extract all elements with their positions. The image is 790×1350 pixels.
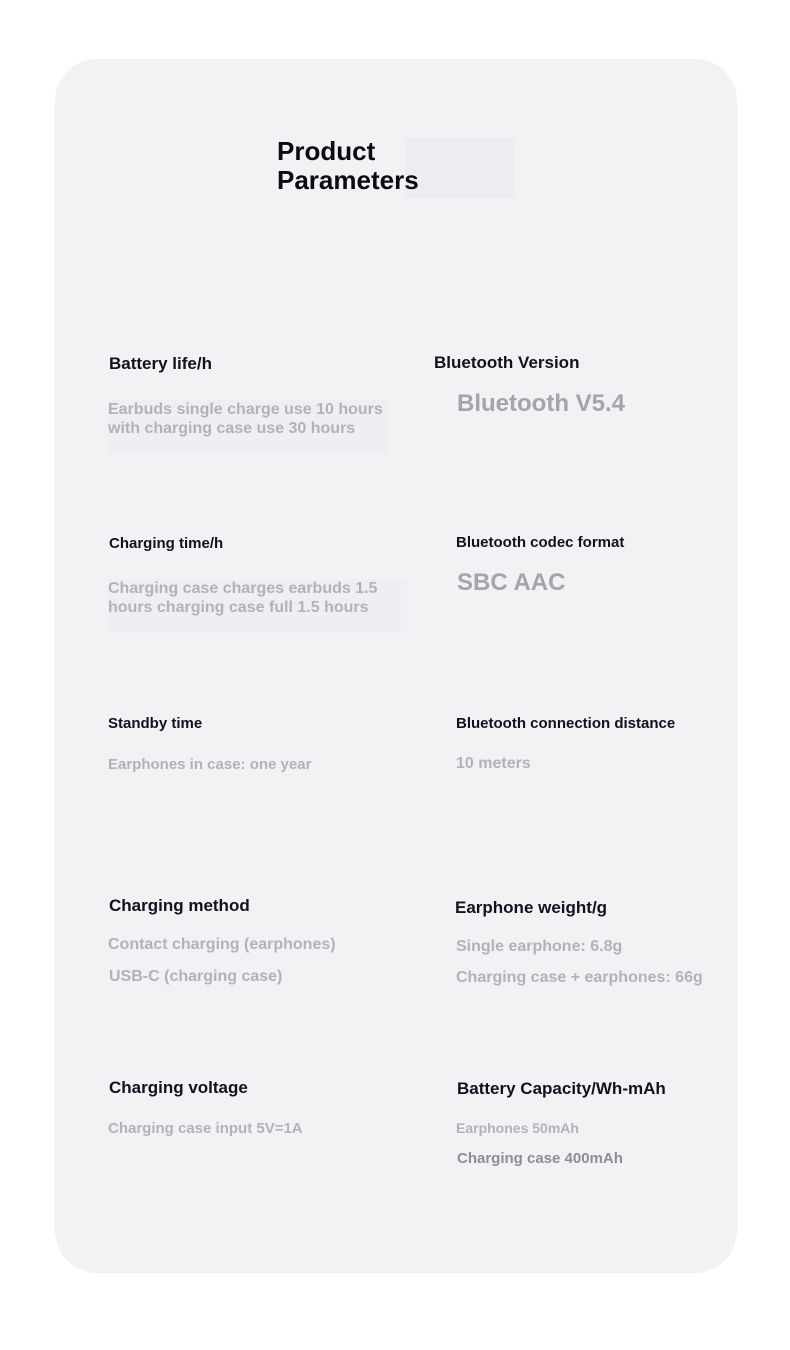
battery-capacity-label: Battery Capacity/Wh-mAh	[457, 1079, 666, 1098]
title-line-1: Product	[277, 136, 376, 166]
codec-format-value: SBC AAC	[457, 569, 566, 596]
codec-format-label: Bluetooth codec format	[456, 534, 625, 551]
connection-distance-value: 10 meters	[456, 755, 531, 772]
page-title	[277, 137, 419, 195]
battery-life-label: Battery life/h	[109, 354, 212, 373]
standby-time-value: Earphones in case: one year	[108, 756, 312, 773]
bluetooth-version-value: Bluetooth V5.4	[457, 390, 626, 417]
charging-time-line-1: Charging case charges earbuds 1.5	[108, 580, 378, 597]
charging-voltage-value: Charging case input 5V=1A	[108, 1120, 303, 1137]
charging-time-value	[108, 579, 407, 633]
connection-distance-label: Bluetooth connection distance	[456, 715, 676, 732]
charging-method-line-2: USB-C (charging case)	[109, 968, 283, 985]
earphone-weight-line-1: Single earphone: 6.8g	[456, 938, 623, 955]
title-line-2: Parameters	[277, 165, 419, 195]
charging-time-label: Charging time/h	[109, 535, 224, 552]
battery-life-line-1: Earbuds single charge use 10 hours	[108, 401, 383, 418]
battery-life-line-2: with charging case use 30 hours	[108, 420, 356, 437]
charging-method-label: Charging method	[109, 896, 250, 915]
battery-capacity-line-2: Charging case 400mAh	[457, 1150, 623, 1167]
title-backdrop	[405, 138, 515, 198]
earphone-weight-label: Earphone weight/g	[455, 898, 608, 917]
battery-life-value	[108, 400, 387, 454]
battery-capacity-line-1: Earphones 50mAh	[456, 1120, 579, 1136]
charging-voltage-label: Charging voltage	[109, 1078, 248, 1097]
earphone-weight-line-2: Charging case + earphones: 66g	[456, 969, 703, 986]
standby-time-label: Standby time	[108, 715, 203, 732]
charging-time-line-2: hours charging case full 1.5 hours	[108, 599, 369, 616]
bluetooth-version-label: Bluetooth Version	[434, 353, 580, 372]
charging-method-line-1: Contact charging (earphones)	[108, 936, 336, 953]
